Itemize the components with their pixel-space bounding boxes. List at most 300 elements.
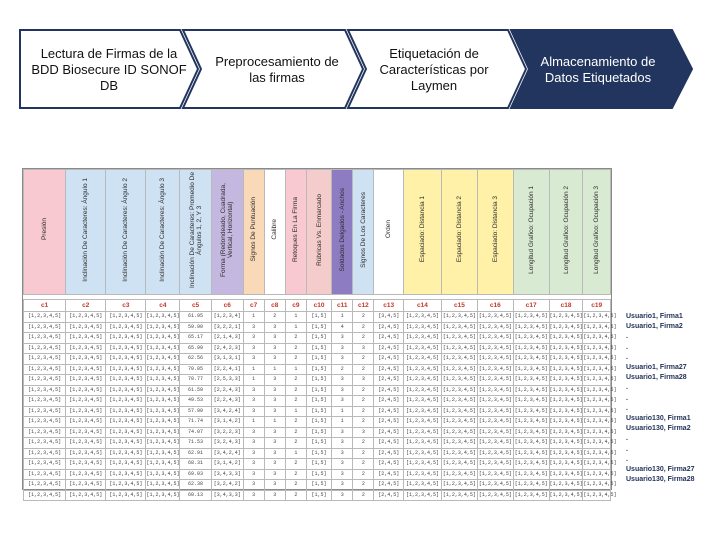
table-cell: [1,2,3,4,5]	[549, 438, 583, 449]
code-row	[24, 300, 611, 312]
table-cell: 62.56	[180, 354, 212, 365]
table-cell: 3	[353, 427, 374, 438]
table-cell: 3	[332, 490, 353, 501]
table-cell: 3	[243, 480, 264, 491]
table-cell: [3,1,4,2]	[211, 459, 243, 470]
table-cell: [2,2,4,3]	[211, 396, 243, 407]
row-label: Usuario130, Firma28	[626, 476, 695, 484]
table-cell: 3	[264, 406, 285, 417]
table-cell: 3	[264, 490, 285, 501]
table-cell: [1,2,3,4,5]	[583, 427, 611, 438]
table-cell: 3	[243, 469, 264, 480]
table-cell: 71.74	[180, 417, 212, 428]
table-cell: [1,2,3,4,5]	[441, 322, 477, 333]
table-cell: [1,2,3,4,5]	[403, 459, 441, 470]
table-cell: [2,4,5]	[374, 438, 404, 449]
table-cell: [1,2,3,4,5]	[146, 364, 180, 375]
table-row	[24, 364, 611, 375]
table-cell: 2	[353, 322, 374, 333]
table-cell: 3	[332, 448, 353, 459]
table-cell: 68.31	[180, 459, 212, 470]
table-cell: [1,2,3,4,5]	[513, 343, 549, 354]
table-cell: [1,2,3,4,5]	[477, 312, 513, 323]
table-cell: [1,2,3,4,5]	[66, 396, 106, 407]
table-cell: 70.05	[180, 364, 212, 375]
table-cell: [1,2,3,4,5]	[583, 396, 611, 407]
table-cell: [1,2,3,4,5]	[106, 469, 146, 480]
table-cell: 3	[243, 438, 264, 449]
table-cell: [1,2,3,4,5]	[66, 417, 106, 428]
column-code: c1	[24, 300, 66, 312]
column-code: c17	[513, 300, 549, 312]
table-cell: 61.95	[180, 312, 212, 323]
table-cell: [1,2,3,4,5]	[403, 354, 441, 365]
table-cell: [1,5]	[306, 459, 331, 470]
table-cell: [1,2,3,4,5]	[403, 364, 441, 375]
table-cell: [1,2,3,4,5]	[146, 385, 180, 396]
table-cell: [1,2,3,4,5]	[477, 490, 513, 501]
table-cell: [1,2,3,4,5]	[441, 333, 477, 344]
table-cell: [1,5]	[306, 385, 331, 396]
table-cell: [1,2,3,4,5]	[24, 396, 66, 407]
table-row	[24, 406, 611, 417]
table-cell: [2,4,5]	[374, 343, 404, 354]
table-cell: 1	[264, 364, 285, 375]
table-cell: 4	[332, 322, 353, 333]
table-cell: [1,2,3,4,5]	[24, 312, 66, 323]
table-cell: [1,2,3,4,5]	[583, 448, 611, 459]
table-cell: 3	[264, 469, 285, 480]
table-cell: 2	[285, 343, 306, 354]
table-cell: [2,2,4,1]	[211, 364, 243, 375]
column-header	[374, 170, 404, 295]
table-row	[24, 469, 611, 480]
table-cell: 1	[285, 364, 306, 375]
table-cell: [1,2,3,4,5]	[106, 448, 146, 459]
table-cell: [1,2,3,4,5]	[513, 406, 549, 417]
table-cell: [1,2,3,4,5]	[106, 343, 146, 354]
table-cell: [1,2,3,4,5]	[583, 459, 611, 470]
table-cell: [1,5]	[306, 406, 331, 417]
table-cell: 2	[353, 354, 374, 365]
table-cell: 1	[243, 375, 264, 386]
table-cell: 1	[285, 448, 306, 459]
table-cell: [3,2,2,3]	[211, 427, 243, 438]
row-label: .	[626, 333, 628, 341]
table-cell: [1,2,3,4,5]	[441, 438, 477, 449]
table-cell: [1,2,3,4,5]	[477, 354, 513, 365]
table-cell: [1,2,3,4,5]	[106, 396, 146, 407]
table-cell: 3	[243, 333, 264, 344]
table-cell: [1,2,3,4,5]	[403, 375, 441, 386]
table-cell: [1,2,3,4,5]	[583, 312, 611, 323]
table-cell: [2,5,3,3]	[211, 375, 243, 386]
column-header-label: Inclinación De Caracteres: Ángulo 3	[159, 177, 167, 282]
step-3-label: Etiquetación de Características por Laymen	[379, 46, 489, 93]
table-cell: [1,2,3,4,5]	[477, 396, 513, 407]
table-cell: [1,5]	[306, 480, 331, 491]
table-cell: [1,2,3,4,5]	[66, 448, 106, 459]
table-cell: 3	[332, 469, 353, 480]
column-code: c7	[243, 300, 264, 312]
table-cell: [1,2,3,4,5]	[146, 490, 180, 501]
table-cell: [1,2,3,4,5]	[441, 448, 477, 459]
table-cell: 2	[285, 469, 306, 480]
column-header	[513, 170, 549, 295]
table-cell: [1,2,3,4,5]	[66, 354, 106, 365]
table-cell: [1,2,3,4,5]	[513, 364, 549, 375]
table-cell: 3	[332, 396, 353, 407]
table-cell: 3	[243, 406, 264, 417]
table-cell: 3	[243, 490, 264, 501]
column-code: c10	[306, 300, 331, 312]
table-cell: [1,2,3,4,5]	[24, 448, 66, 459]
table-cell: [2,4,5]	[374, 417, 404, 428]
column-code: c13	[374, 300, 404, 312]
table-cell: 3	[243, 322, 264, 333]
column-code: c6	[211, 300, 243, 312]
step-1-label: Lectura de Firmas de la BDD Biosecure ID SONOF DB	[31, 46, 187, 93]
table-cell: 2	[332, 364, 353, 375]
table-cell: 1	[332, 312, 353, 323]
column-code: c2	[66, 300, 106, 312]
table-cell: [3,4,3,3]	[211, 490, 243, 501]
column-header	[549, 170, 583, 295]
table-row	[24, 438, 611, 449]
table-cell: 65.99	[180, 343, 212, 354]
table-cell: [1,2,3,4,5]	[106, 375, 146, 386]
table-cell: [1,2,3,4,5]	[441, 396, 477, 407]
column-code: c4	[146, 300, 180, 312]
table-cell: 2	[285, 396, 306, 407]
table-cell: [1,2,3,4,5]	[106, 385, 146, 396]
column-code: c15	[441, 300, 477, 312]
table-cell: [1,2,3,4,5]	[583, 385, 611, 396]
table-cell: [1,5]	[306, 469, 331, 480]
column-header-label: Presión	[41, 218, 49, 241]
table-cell: 1	[285, 312, 306, 323]
table-cell: [1,2,3,4,5]	[441, 469, 477, 480]
table-cell: [1,2,3,4,5]	[583, 480, 611, 491]
table-cell: [2,2,4,3]	[211, 385, 243, 396]
table-cell: [1,2,3,4,5]	[106, 322, 146, 333]
table-cell: 1	[285, 322, 306, 333]
column-header-label: Longitud Grafico: Ocupación 2	[562, 185, 570, 274]
table-cell: [1,2,3,4,5]	[513, 322, 549, 333]
table-cell: 3	[332, 438, 353, 449]
table-cell: [1,2,3,4,5]	[441, 417, 477, 428]
table-cell: [1,2,3,4,5]	[24, 427, 66, 438]
column-header	[353, 170, 374, 295]
table-cell: [1,2,3,4,5]	[583, 406, 611, 417]
table-cell: [1,2,3,4,5]	[549, 490, 583, 501]
table-cell: [1,2,3,4,5]	[24, 364, 66, 375]
column-header-label: Inclinación De Caracteres: Ángulo 2	[122, 177, 130, 282]
table-row	[24, 396, 611, 407]
table-row	[24, 459, 611, 470]
table-cell: [1,2,3,4,5]	[477, 427, 513, 438]
column-header	[306, 170, 331, 295]
table-cell: [1,2,3,4,5]	[146, 396, 180, 407]
table-cell: 2	[285, 333, 306, 344]
table-cell: [1,2,3,4,5]	[106, 312, 146, 323]
table-cell: [1,2,3,4,5]	[106, 480, 146, 491]
table-cell: 2	[353, 438, 374, 449]
table-cell: 3	[264, 448, 285, 459]
column-header-label: Rúbricas Vs. Enmarcado	[315, 193, 323, 266]
table-cell: [1,2,3,4,5]	[403, 469, 441, 480]
table-cell: [1,2,3,4,5]	[146, 438, 180, 449]
table-row	[24, 322, 611, 333]
table-cell: [1,2,3,4,5]	[106, 490, 146, 501]
table-cell: [1,2,3,4,5]	[66, 343, 106, 354]
table-cell: [1,2,3,4,5]	[477, 343, 513, 354]
table-cell: [1,2,3,4,5]	[441, 490, 477, 501]
table-row	[24, 354, 611, 365]
column-header-label: Espaciado: Distancia 2	[455, 196, 463, 263]
column-header-label: Signos De Los Caracteres	[359, 191, 367, 268]
table-cell: [1,2,3,4,5]	[583, 417, 611, 428]
table-row	[24, 343, 611, 354]
column-header-label: Inclinación De Caracteres: Promedio De Ángulos 1, 2, Y 3	[188, 171, 203, 288]
table-cell: 2	[285, 427, 306, 438]
table-cell: 2	[285, 385, 306, 396]
table-cell: [1,2,3,4,5]	[24, 385, 66, 396]
table-cell: 62.38	[180, 480, 212, 491]
table-cell: 3	[332, 354, 353, 365]
table-cell: [1,2,3,4,5]	[513, 448, 549, 459]
table-cell: [1,2,3,4,5]	[583, 354, 611, 365]
table-cell: 3	[243, 354, 264, 365]
table-cell: 2	[353, 312, 374, 323]
table-cell: [1,2,3,4,5]	[66, 438, 106, 449]
column-header-label: Espaciado: Distancia 1	[418, 196, 426, 263]
table-cell: [1,2,3,4,5]	[106, 459, 146, 470]
table-cell: [1,2,3,4,5]	[146, 406, 180, 417]
table-cell: [1,2,3,4,5]	[513, 396, 549, 407]
column-header	[211, 170, 243, 295]
table-cell: [1,2,3,4,5]	[513, 385, 549, 396]
table-cell: [1,2,3,4,5]	[477, 322, 513, 333]
column-header-label: Retoques En La Firma	[292, 196, 300, 263]
table-cell: 2	[285, 438, 306, 449]
table-cell: 2	[353, 490, 374, 501]
table-cell: [1,2,3,4,5]	[441, 385, 477, 396]
table-cell: 3	[264, 396, 285, 407]
feature-table	[23, 169, 617, 501]
table-cell: [1,2,3,4,5]	[513, 354, 549, 365]
table-cell: [2,4,5]	[374, 322, 404, 333]
table-cell: [1,2,3,4,5]	[146, 459, 180, 470]
table-cell: [1,2,3,4,5]	[549, 312, 583, 323]
table-cell: [1,2,3,4,5]	[146, 312, 180, 323]
column-header	[66, 170, 106, 295]
table-cell: 2	[353, 480, 374, 491]
table-cell: [1,5]	[306, 396, 331, 407]
table-cell: 61.59	[180, 385, 212, 396]
table-cell: [3,4,5]	[374, 312, 404, 323]
table-cell: [1,2,3,4,5]	[583, 322, 611, 333]
column-header	[285, 170, 306, 295]
table-cell: [3,4,2,4]	[211, 448, 243, 459]
table-cell: [1,2,3,4,5]	[24, 343, 66, 354]
table-cell: [2,4,5]	[374, 375, 404, 386]
row-label: .	[626, 343, 628, 351]
table-cell: [1,2,3,4,5]	[549, 396, 583, 407]
table-row	[24, 417, 611, 428]
table-cell: [1,2,3,4,5]	[66, 459, 106, 470]
table-cell: [1,2,3,4,5]	[477, 417, 513, 428]
table-cell: [1,2,3,4,5]	[477, 438, 513, 449]
table-cell: [1,2,3,4,5]	[24, 459, 66, 470]
table-cell: [1,2,3,4,5]	[441, 480, 477, 491]
table-row	[24, 333, 611, 344]
column-code: c18	[549, 300, 583, 312]
table-cell: [3,2,2,1]	[211, 322, 243, 333]
column-code: c16	[477, 300, 513, 312]
table-cell: [1,2,3,4,5]	[403, 396, 441, 407]
table-cell: [1,2,3,4,5]	[24, 406, 66, 417]
table-cell: [1,2,3,4,5]	[66, 385, 106, 396]
table-cell: [3,4,3,3]	[211, 469, 243, 480]
table-cell: [1,2,3,4,5]	[583, 375, 611, 386]
table-cell: 2	[353, 459, 374, 470]
table-cell: [1,2,3,4,5]	[403, 343, 441, 354]
table-cell: [1,2,3,4,5]	[146, 469, 180, 480]
table-cell: [1,2,3,4,5]	[24, 480, 66, 491]
table-cell: 59.90	[180, 322, 212, 333]
table-cell: [1,5]	[306, 427, 331, 438]
table-row	[24, 375, 611, 386]
table-cell: [1,2,3,4,5]	[403, 406, 441, 417]
table-cell: 2	[285, 354, 306, 365]
step-2-label: Preprocesamiento de las firmas	[215, 54, 339, 85]
table-cell: [1,2,3,4,5]	[513, 459, 549, 470]
row-label: Usuario130, Firma2	[626, 425, 691, 433]
table-cell: [1,2,3,4,5]	[549, 417, 583, 428]
table-cell: 2	[353, 406, 374, 417]
table-cell: [1,2,3,4,5]	[477, 406, 513, 417]
table-cell: [1,2,3,4,5]	[66, 375, 106, 386]
row-label: Usuario130, Firma1	[626, 415, 691, 422]
column-code: c12	[353, 300, 374, 312]
table-cell: [1,2,3,4,5]	[549, 427, 583, 438]
table-cell: 3	[243, 459, 264, 470]
table-cell: [1,5]	[306, 490, 331, 501]
table-cell: [2,4,5]	[374, 354, 404, 365]
table-cell: 2	[353, 385, 374, 396]
table-cell: 69.03	[180, 469, 212, 480]
table-cell: [1,2,3,4,5]	[146, 448, 180, 459]
table-cell: [1,2,3,4,5]	[403, 417, 441, 428]
table-cell: [1,2,3,4,5]	[549, 364, 583, 375]
table-cell: 3	[264, 385, 285, 396]
table-cell: [1,2,3,4,5]	[66, 427, 106, 438]
column-code: c14	[403, 300, 441, 312]
row-label: .	[626, 435, 628, 443]
table-cell: [3,2,4,3]	[211, 438, 243, 449]
table-cell: 3	[264, 427, 285, 438]
table-cell: [3,1,4,2]	[211, 417, 243, 428]
table-cell: [2,4,2,3]	[211, 343, 243, 354]
table-cell: [2,4,5]	[374, 490, 404, 501]
table-cell: [1,5]	[306, 448, 331, 459]
table-cell: [1,2,3,4,5]	[24, 438, 66, 449]
table-cell: [1,2,3,4,5]	[441, 375, 477, 386]
table-cell: [1,2,3,4,5]	[583, 364, 611, 375]
table-cell: [2,4,5]	[374, 396, 404, 407]
table-cell: 74.07	[180, 427, 212, 438]
table-cell: 3	[264, 375, 285, 386]
table-cell: 2	[353, 396, 374, 407]
table-cell: 1	[243, 312, 264, 323]
table-cell: [1,2,3,4,5]	[441, 354, 477, 365]
table-cell: [1,2,3,4,5]	[441, 312, 477, 323]
table-cell: [1,2,3,4,5]	[403, 427, 441, 438]
table-cell: 2	[285, 459, 306, 470]
table-cell: [2,4,5]	[374, 459, 404, 470]
table-cell: [1,2,3,4,5]	[549, 448, 583, 459]
table-cell: [1,2,3,4,5]	[549, 375, 583, 386]
table-cell: [1,2,3,4,5]	[403, 333, 441, 344]
table-cell: [1,2,3,4,5]	[549, 469, 583, 480]
table-cell: [1,2,3,4,5]	[24, 375, 66, 386]
table-cell: 57.90	[180, 406, 212, 417]
table-cell: [1,2,3,4,5]	[477, 333, 513, 344]
table-cell: [1,2,3,4,5]	[583, 438, 611, 449]
step-4-label: Almacenamiento de Datos Etiquetados	[540, 54, 656, 85]
row-label: .	[626, 445, 628, 453]
table-cell: [1,2,3,4,5]	[583, 469, 611, 480]
column-code: c9	[285, 300, 306, 312]
table-cell: 1	[332, 406, 353, 417]
table-cell: [1,2,3,4,5]	[477, 469, 513, 480]
table-cell: 3	[332, 375, 353, 386]
table-cell: [1,2,3,4,5]	[441, 364, 477, 375]
table-cell: [1,2,3,4,5]	[513, 333, 549, 344]
column-header	[583, 170, 611, 295]
row-label: .	[626, 394, 628, 402]
row-label: .	[626, 353, 628, 361]
column-header	[332, 170, 353, 295]
table-cell: [1,2,3,4,5]	[66, 322, 106, 333]
table-cell: 3	[332, 459, 353, 470]
table-cell: [1,2,3,4,5]	[24, 322, 66, 333]
column-header-label: Espaciado: Distancia 3	[491, 196, 499, 263]
table-cell: 3	[264, 333, 285, 344]
column-header	[24, 170, 66, 295]
table-cell: [1,2,3,4,5]	[513, 375, 549, 386]
table-cell: [1,2,3,4,5]	[549, 322, 583, 333]
table-cell: [1,2,3,4,5]	[583, 490, 611, 501]
table-cell: [1,2,3,4,5]	[513, 438, 549, 449]
table-cell: [1,2,3,4,5]	[403, 490, 441, 501]
table-cell: [1,2,3,4,5]	[106, 438, 146, 449]
table-cell: 2	[285, 490, 306, 501]
table-cell: [1,5]	[306, 417, 331, 428]
column-header-label: Signos De Puntuación	[250, 197, 258, 262]
column-header	[441, 170, 477, 295]
column-code: c5	[180, 300, 212, 312]
table-cell: [1,2,3,4,5]	[66, 364, 106, 375]
table-cell: [1,2,3,4,5]	[477, 459, 513, 470]
row-label: .	[626, 404, 628, 412]
table-cell: 62.91	[180, 448, 212, 459]
table-cell: [1,2,3,4,5]	[477, 448, 513, 459]
table-cell: [2,4,5]	[374, 448, 404, 459]
row-label: Usuario1, Firma28	[626, 374, 687, 382]
column-header	[264, 170, 285, 295]
